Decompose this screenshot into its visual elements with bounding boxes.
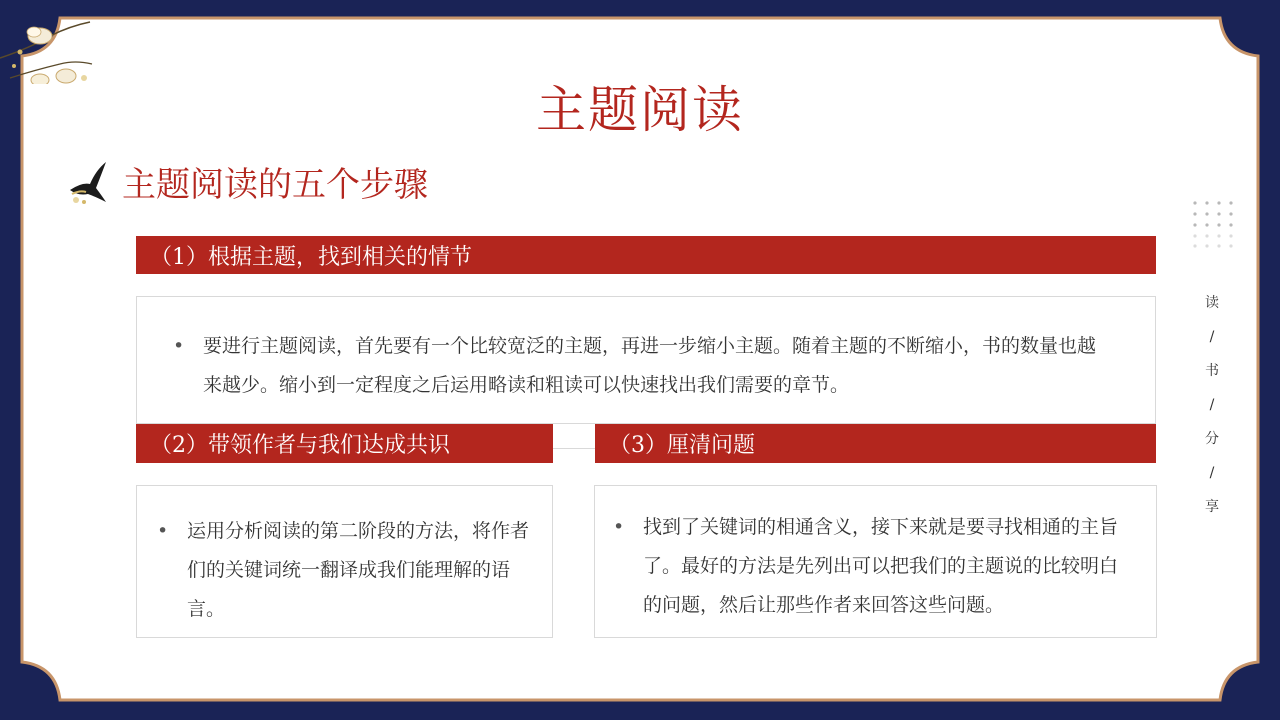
swallow-bird-icon bbox=[66, 160, 110, 206]
side-char: 分 bbox=[1205, 431, 1219, 447]
side-char: 享 bbox=[1205, 499, 1219, 515]
bullet-icon: • bbox=[157, 520, 169, 542]
connector-line bbox=[553, 448, 595, 449]
step1-label: （1）根据主题，找到相关的情节 bbox=[150, 244, 472, 270]
step3-bullet-text: 找到了关键词的相通含义，接下来就是要寻找相通的主旨了。最好的方法是先列出可以把我们的主题说的比较明白的问题，然后让那些作者来回答这些问题。 bbox=[643, 516, 1119, 616]
step1-bullet-item bbox=[173, 327, 1105, 405]
step3-header bbox=[595, 424, 1156, 463]
side-char: 书 bbox=[1205, 363, 1219, 379]
step1-header bbox=[136, 236, 1156, 274]
step1-bullet-text: 要进行主题阅读，首先要有一个比较宽泛的主题，再进一步缩小主题。随着主题的不断缩小，书的数量也越来越少。缩小到一定程度之后运用略读和粗读可以快速找出我们需要的章节。 bbox=[203, 335, 1097, 396]
dot-grid-icon bbox=[1192, 200, 1236, 250]
magnolia-flower-icon bbox=[0, 18, 96, 84]
bullet-icon: • bbox=[613, 516, 625, 538]
side-char: 读 bbox=[1205, 295, 1219, 311]
side-vertical-text bbox=[1196, 290, 1228, 528]
step2-content-box bbox=[136, 485, 553, 638]
step3-label: （3）厘清问题 bbox=[609, 433, 755, 458]
side-char: / bbox=[1209, 397, 1215, 413]
bullet-icon: • bbox=[173, 335, 185, 357]
step2-header bbox=[136, 424, 553, 463]
section-heading: 主题阅读的五个步骤 bbox=[122, 165, 428, 205]
step1-content-box bbox=[136, 296, 1156, 424]
step2-bullet-text: 运用分析阅读的第二阶段的方法，将作者们的关键词统一翻译成我们能理解的语言。 bbox=[187, 520, 530, 620]
slide-title: 主题阅读 bbox=[536, 81, 744, 139]
step2-label: （2）带领作者与我们达成共识 bbox=[150, 433, 450, 458]
step2-bullet-item bbox=[157, 512, 530, 629]
step3-content-box bbox=[594, 485, 1157, 638]
step3-bullet-item bbox=[613, 508, 1136, 625]
side-char: / bbox=[1209, 329, 1215, 345]
side-char: / bbox=[1209, 465, 1215, 481]
